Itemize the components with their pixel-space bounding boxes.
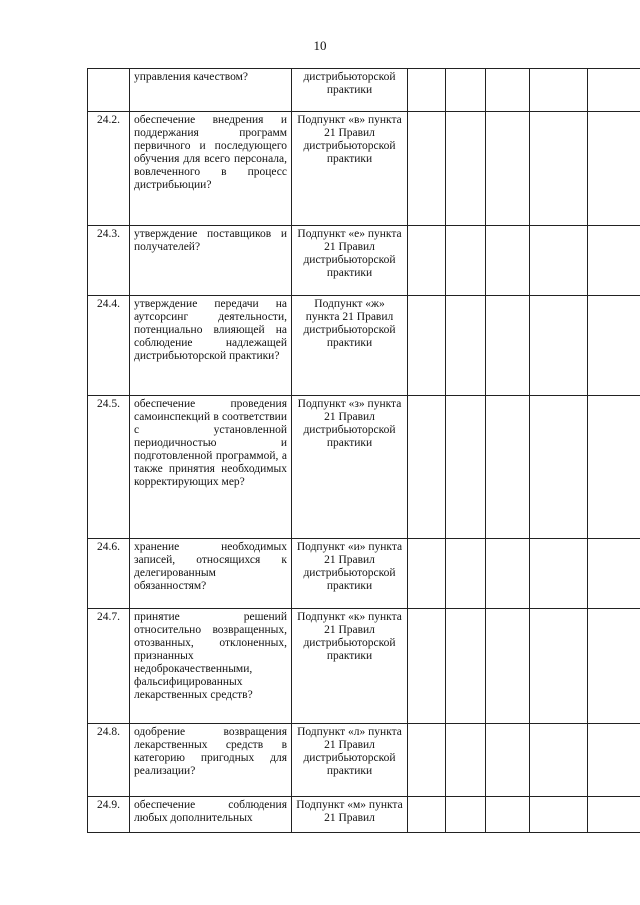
- answer-cell-evidence[interactable]: [530, 112, 588, 226]
- row-reference: Подпункт «ж» пункта 21 Правил дистрибьюторской практики: [292, 296, 408, 396]
- answer-cell-yes[interactable]: [408, 69, 446, 112]
- answer-cell-no[interactable]: [446, 226, 486, 296]
- row-number: 24.5.: [88, 396, 130, 539]
- answer-cell-notes[interactable]: [588, 724, 640, 797]
- row-number: 24.7.: [88, 609, 130, 724]
- answer-cell-no[interactable]: [446, 797, 486, 833]
- answer-cell-notes[interactable]: [588, 797, 640, 833]
- answer-cell-no[interactable]: [446, 296, 486, 396]
- answer-cell-na[interactable]: [486, 797, 530, 833]
- answer-cell-no[interactable]: [446, 69, 486, 112]
- answer-cell-yes[interactable]: [408, 724, 446, 797]
- answer-cell-notes[interactable]: [588, 296, 640, 396]
- answer-cell-yes[interactable]: [408, 112, 446, 226]
- row-reference: Подпункт «л» пункта 21 Правил дистрибьюторской практики: [292, 724, 408, 797]
- answer-cell-yes[interactable]: [408, 296, 446, 396]
- answer-cell-evidence[interactable]: [530, 226, 588, 296]
- answer-cell-no[interactable]: [446, 539, 486, 609]
- row-reference: Подпункт «з» пункта 21 Правил дистрибьюторской практики: [292, 396, 408, 539]
- row-number: 24.8.: [88, 724, 130, 797]
- row-reference: дистрибьюторской практики: [292, 69, 408, 112]
- answer-cell-na[interactable]: [486, 69, 530, 112]
- answer-cell-no[interactable]: [446, 609, 486, 724]
- answer-cell-evidence[interactable]: [530, 539, 588, 609]
- row-question: обеспечение внедрения и поддержания программ первичного и последующего обучения для всего персонала, вовлеченного в процесс дистрибьюции?: [130, 112, 292, 226]
- answer-cell-notes[interactable]: [588, 69, 640, 112]
- answer-cell-na[interactable]: [486, 539, 530, 609]
- row-reference: Подпункт «к» пункта 21 Правил дистрибьюторской практики: [292, 609, 408, 724]
- row-question: обеспечение проведения самоинспекций в соответствии с установленной периодичностью и подготовленной программой, а также принятия необходимых корректирующих мер?: [130, 396, 292, 539]
- row-question: управления качеством?: [130, 69, 292, 112]
- answer-cell-evidence[interactable]: [530, 69, 588, 112]
- row-number: 24.3.: [88, 226, 130, 296]
- row-reference: Подпункт «и» пункта 21 Правил дистрибьюторской практики: [292, 539, 408, 609]
- row-question: обеспечение соблюдения любых дополнительных: [130, 797, 292, 833]
- answer-cell-no[interactable]: [446, 724, 486, 797]
- page-number: 10: [313, 38, 327, 53]
- table-row: [88, 797, 640, 833]
- answer-cell-notes[interactable]: [588, 396, 640, 539]
- answer-cell-no[interactable]: [446, 396, 486, 539]
- answer-cell-evidence[interactable]: [530, 797, 588, 833]
- row-question: принятие решений относительно возвращенных, отозванных, отклоненных, признанных недоброкачественными, фальсифицированных лекарственных средств?: [130, 609, 292, 724]
- answer-cell-yes[interactable]: [408, 797, 446, 833]
- table-row: [88, 609, 640, 724]
- table-row: [88, 226, 640, 296]
- answer-cell-na[interactable]: [486, 296, 530, 396]
- answer-cell-yes[interactable]: [408, 609, 446, 724]
- answer-cell-evidence[interactable]: [530, 609, 588, 724]
- row-number: 24.6.: [88, 539, 130, 609]
- answer-cell-na[interactable]: [486, 112, 530, 226]
- row-number: 24.9.: [88, 797, 130, 833]
- answer-cell-na[interactable]: [486, 724, 530, 797]
- row-reference: Подпункт «м» пункта 21 Правил: [292, 797, 408, 833]
- row-reference: Подпункт «в» пункта 21 Правил дистрибьюторской практики: [292, 112, 408, 226]
- answer-cell-notes[interactable]: [588, 226, 640, 296]
- answer-cell-evidence[interactable]: [530, 396, 588, 539]
- checklist-table: [87, 68, 640, 833]
- answer-cell-yes[interactable]: [408, 396, 446, 539]
- row-number: 24.4.: [88, 296, 130, 396]
- row-reference: Подпункт «е» пункта 21 Правил дистрибьюторской практики: [292, 226, 408, 296]
- answer-cell-yes[interactable]: [408, 226, 446, 296]
- table-row: [88, 724, 640, 797]
- table-row: [88, 296, 640, 396]
- answer-cell-notes[interactable]: [588, 539, 640, 609]
- answer-cell-no[interactable]: [446, 112, 486, 226]
- answer-cell-evidence[interactable]: [530, 296, 588, 396]
- row-number: [88, 69, 130, 112]
- row-question: утверждение поставщиков и получателей?: [130, 226, 292, 296]
- row-number: 24.2.: [88, 112, 130, 226]
- row-question: хранение необходимых записей, относящихся к делегированным обязанностям?: [130, 539, 292, 609]
- table-row: [88, 69, 640, 112]
- answer-cell-na[interactable]: [486, 226, 530, 296]
- table-row: [88, 396, 640, 539]
- row-question: утверждение передачи на аутсорсинг деятельности, потенциально влияющей на соблюдение надлежащей дистрибьюторской практики?: [130, 296, 292, 396]
- answer-cell-notes[interactable]: [588, 609, 640, 724]
- answer-cell-na[interactable]: [486, 609, 530, 724]
- answer-cell-yes[interactable]: [408, 539, 446, 609]
- row-question: одобрение возвращения лекарственных средств в категорию пригодных для реализации?: [130, 724, 292, 797]
- answer-cell-na[interactable]: [486, 396, 530, 539]
- table-row: [88, 539, 640, 609]
- answer-cell-notes[interactable]: [588, 112, 640, 226]
- answer-cell-evidence[interactable]: [530, 724, 588, 797]
- table-row: [88, 112, 640, 226]
